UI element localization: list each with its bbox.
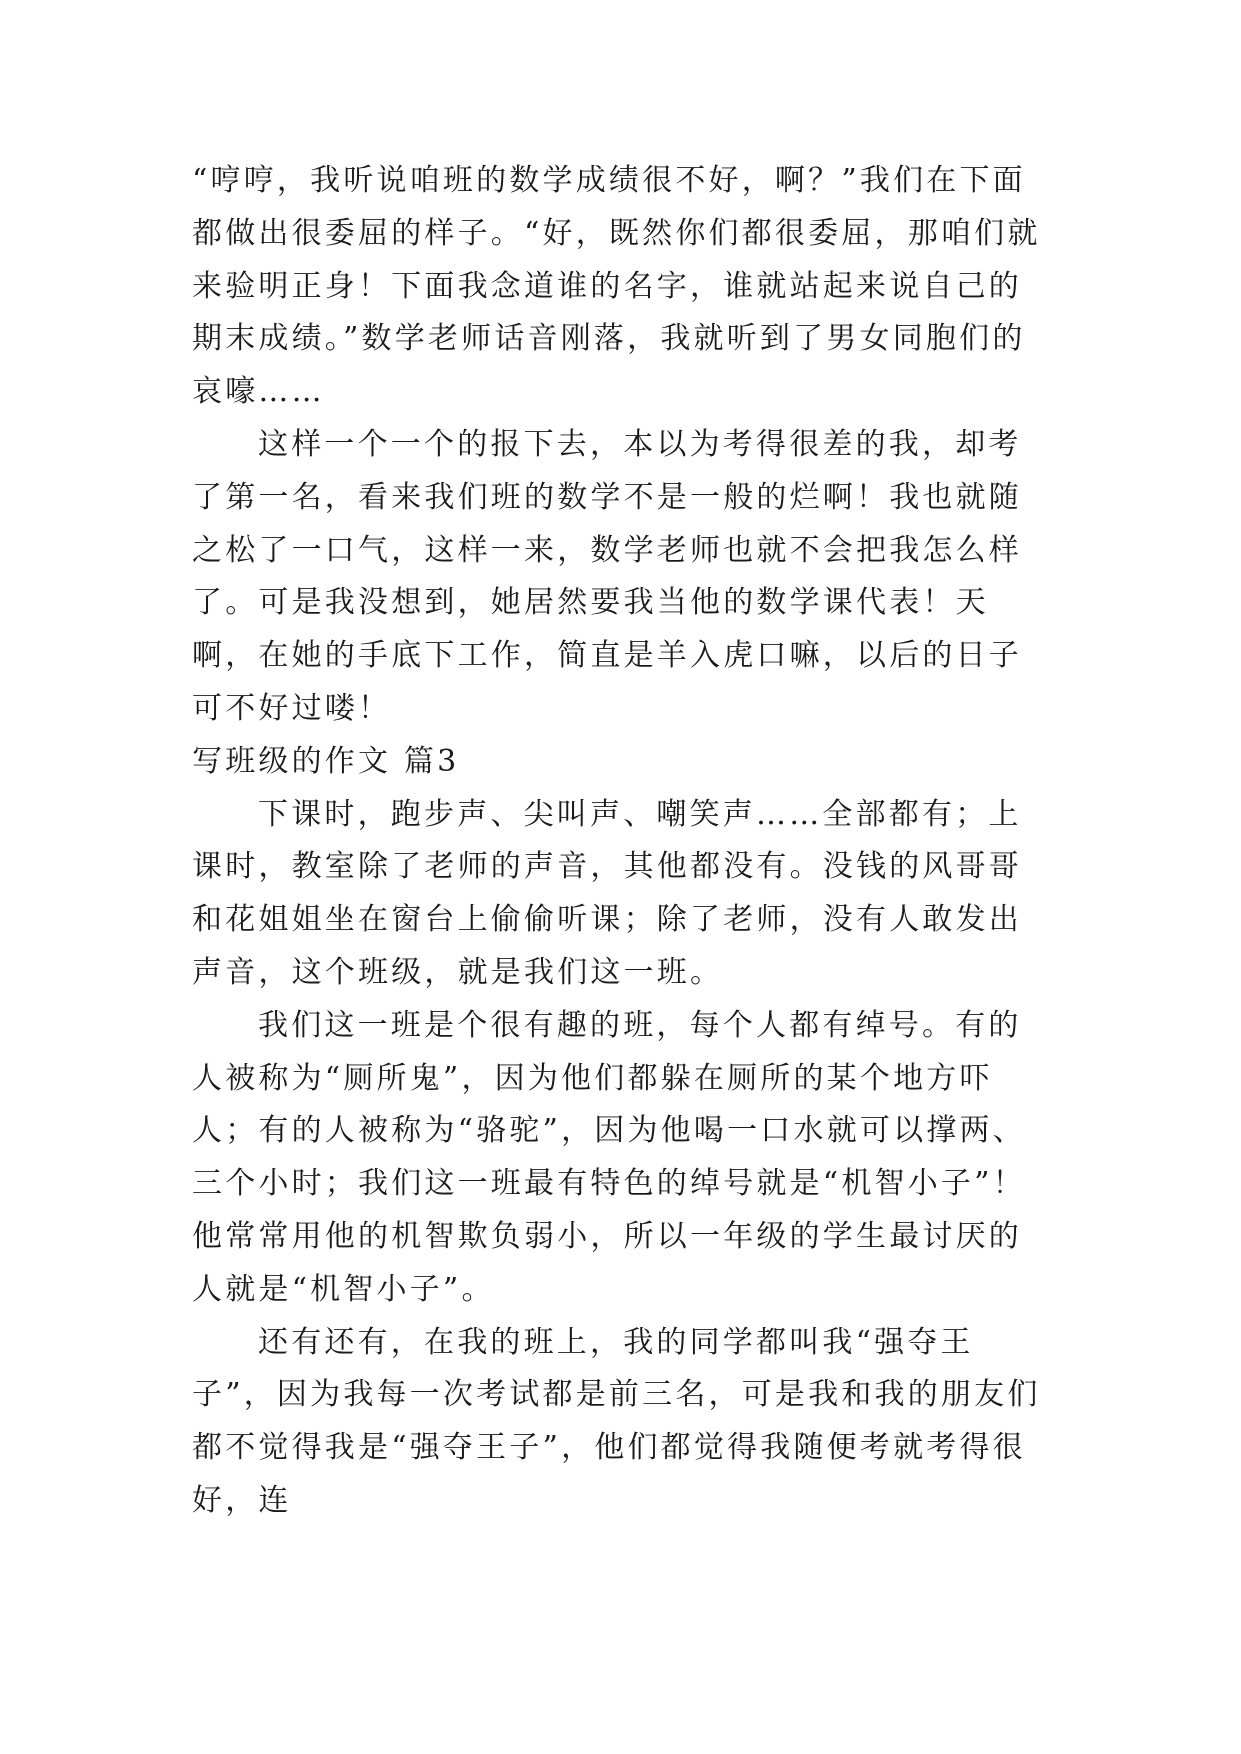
paragraph-prince: 还有还有，在我的班上，我的同学都叫我“强夺王子”，因为我每一次考试都是前三名，可是我和我的朋友们都不觉得我是“强夺王子”，他们都觉得我随便考就考得很好，连 [192, 1324, 1041, 1518]
section-heading: 写班级的作文 篇3 [192, 743, 460, 779]
paragraph-first-place: 这样一个一个的报下去，本以为考得很差的我，却考了第一名，看来我们班的数学不是一般的烂啊！我也就随之松了一口气，这样一来，数学老师也就不会把我怎么样了。可是我没想到，她居然要我当他的数学课代表！天啊，在她的手底下工作，简直是羊入虎口嘛，以后的日子可不好过喽！ [192, 426, 1022, 726]
paragraph-nicknames: 我们这一班是个很有趣的班，每个人都有绰号。有的人被称为“厕所鬼”，因为他们都躲在厕所的某个地方吓人；有的人被称为“骆驼”，因为他喝一口水就可以撑两、三个小时；我们这一班最有特色的绰号就是“机智小子”！他常常用他的机智欺负弱小，所以一年级的学生最讨厌的人就是“机智小子”。 [192, 1007, 1026, 1307]
paragraph-dialogue: “哼哼，我听说咱班的数学成绩很不好，啊？”我们在下面都做出很委屈的样子。“好，既然你们都很委屈，那咱们就来验明正身！下面我念道谁的名字，谁就站起来说自己的期末成绩。”数学老师话音刚落，我就听到了男女同胞们的哀嚎…… [192, 163, 1041, 410]
paragraph-class-intro: 下课时，跑步声、尖叫声、嘲笑声……全部都有；上课时，教室除了老师的声音，其他都没有。没钱的风哥哥和花姐姐坐在窗台上偷偷听课；除了老师，没有人敢发出声音，这个班级，就是我们这一班。 [192, 796, 1022, 990]
document-page [192, 155, 1047, 1528]
